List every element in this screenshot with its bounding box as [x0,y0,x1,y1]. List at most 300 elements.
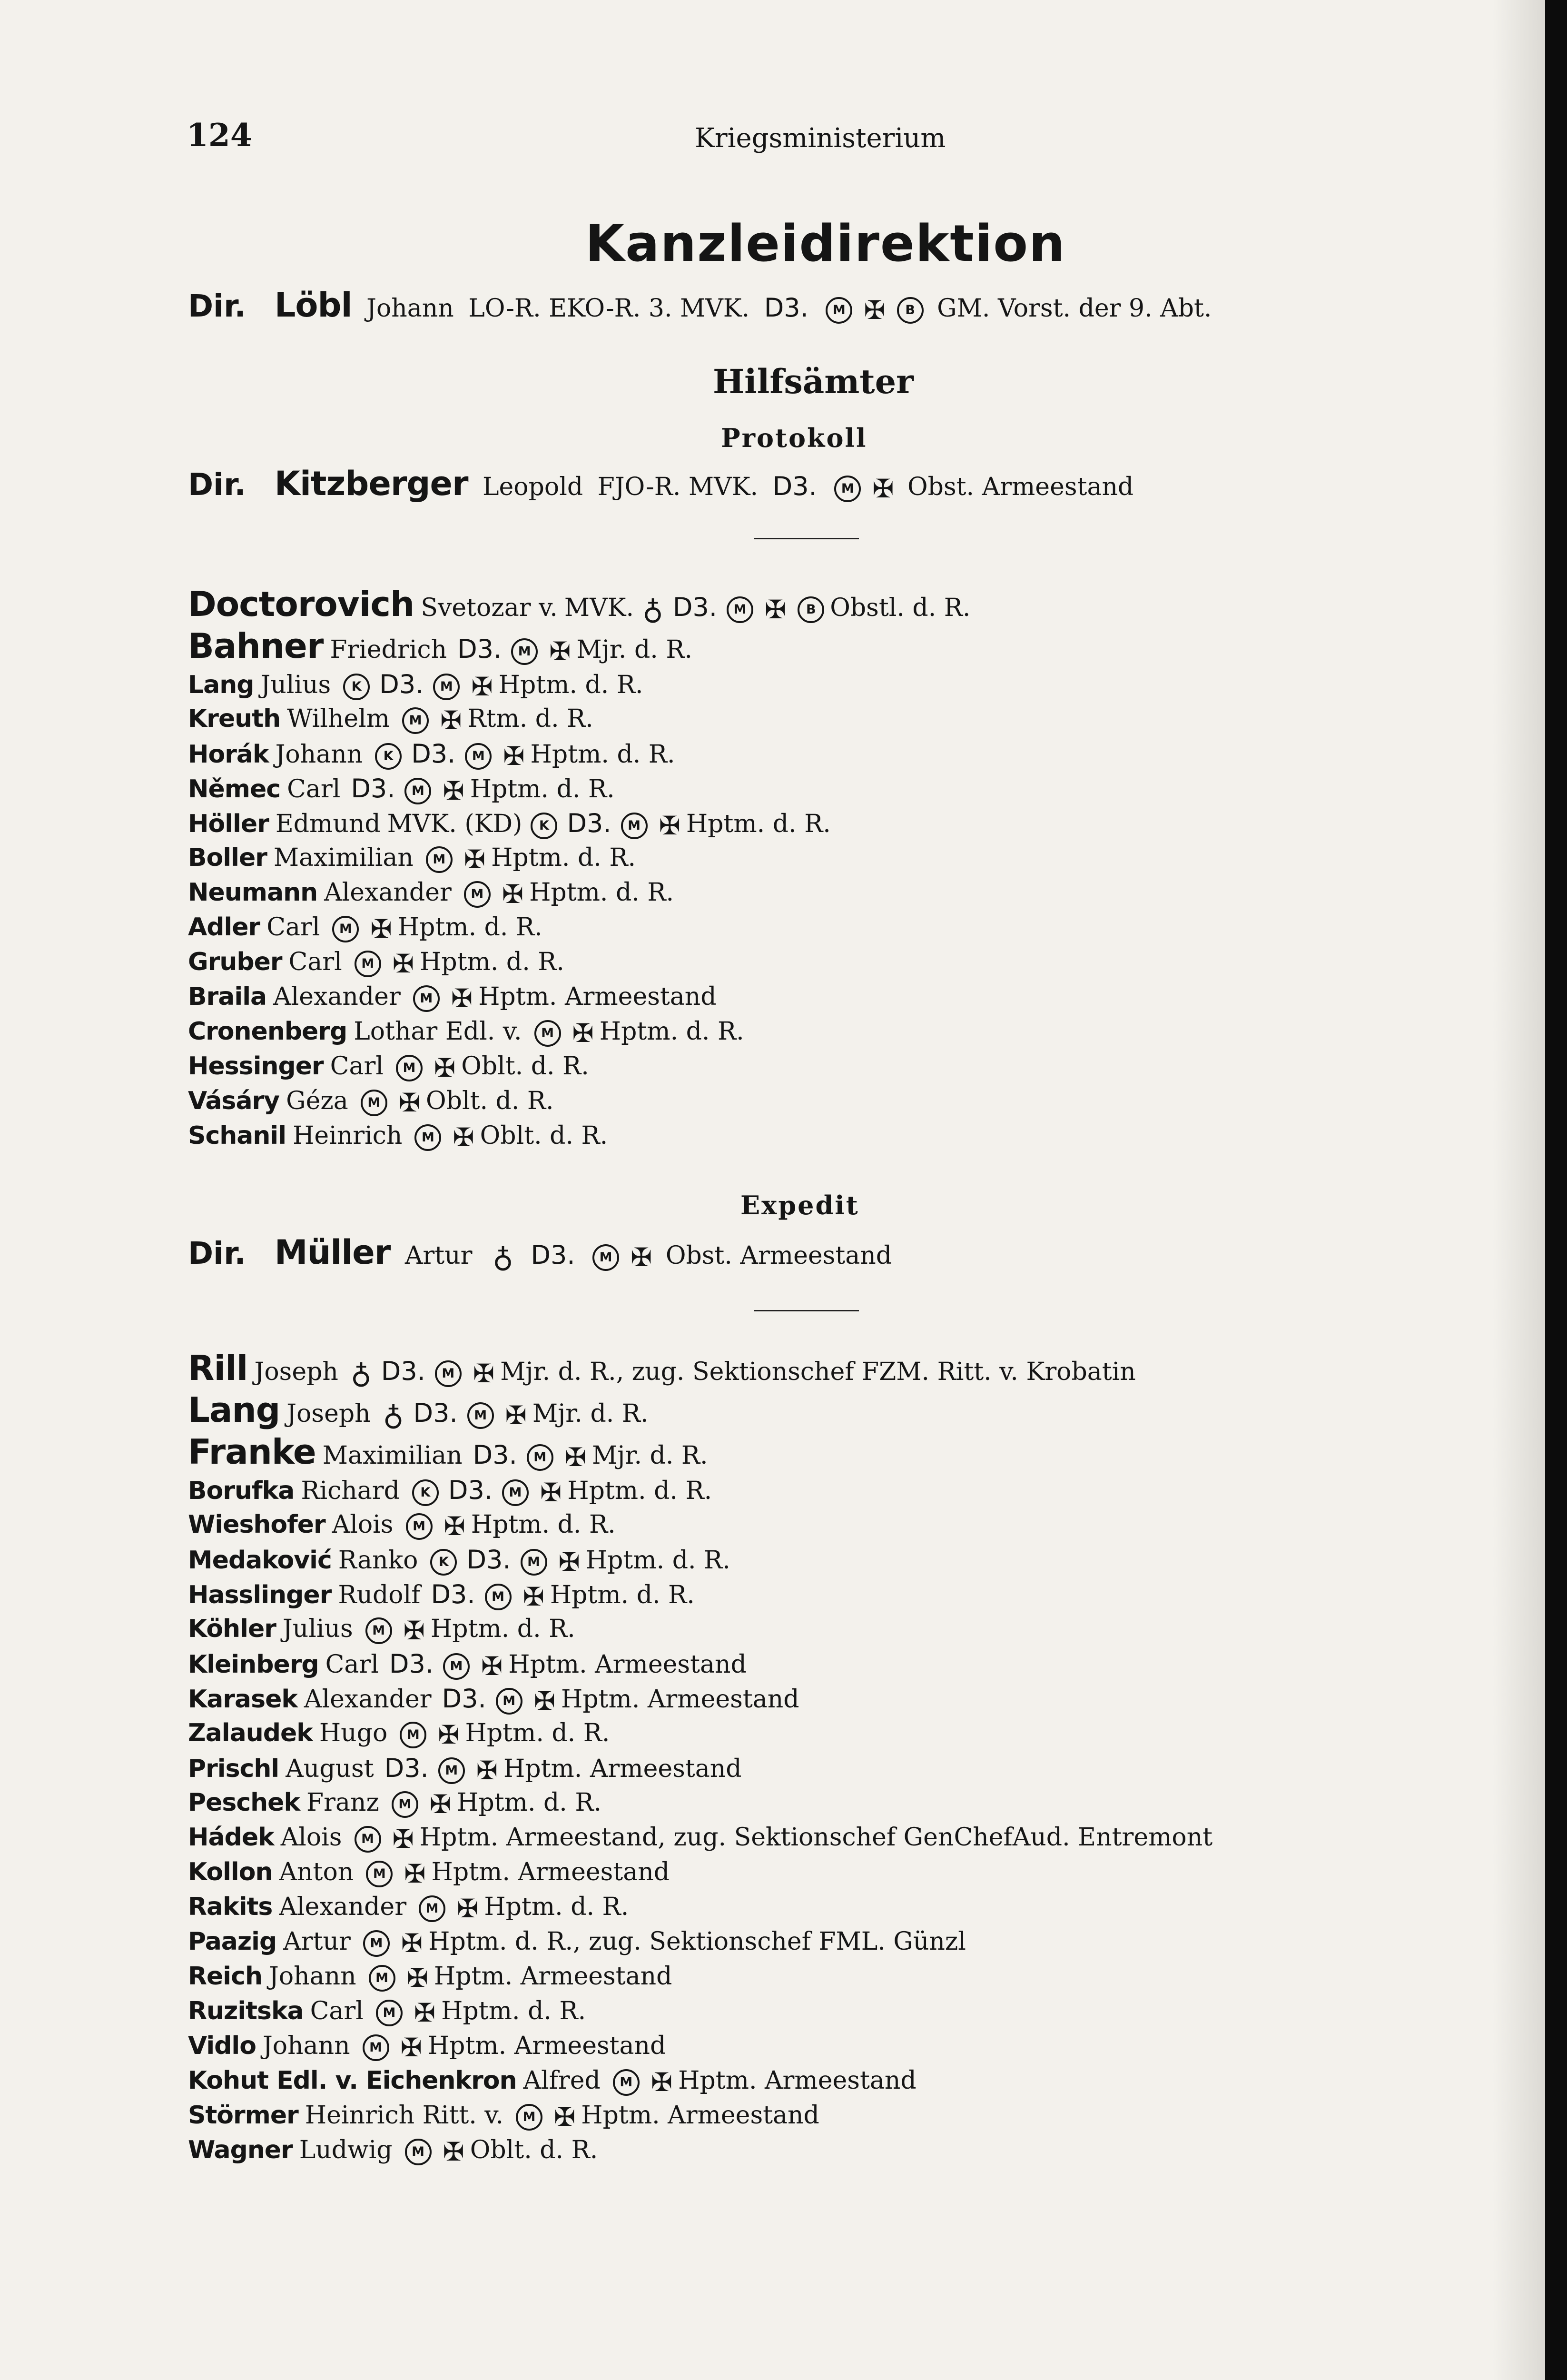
director-details-a: LO-R. EKO-R. 3. MVK. [468,294,750,323]
list-item [188,583,973,625]
member-given-name: Alexander [273,982,401,1011]
member-surname: Ruzitska [188,1997,304,2025]
member-rank: Hptm. d. R. [529,878,674,907]
cross-icon: ✠ [558,1547,580,1577]
member-rank: Oblt. d. R. [470,2136,598,2164]
member-surname: Hessinger [188,1052,324,1081]
cross-icon: ✠ [872,473,894,504]
list-item [188,1785,1215,1820]
member-surname: Peschek [188,1788,300,1817]
cross-icon: ✠ [443,2136,464,2167]
member-surname: Kollon [188,1858,273,1886]
member-given-name: Alois [280,1823,342,1852]
member-rank: Hptm. Armeestand [431,1858,670,1886]
member-given-name: Joseph [286,1399,371,1428]
cross-icon: ✠ [503,741,525,771]
member-rank: Hptm. d. R. [441,1997,586,2025]
divider [754,1310,859,1311]
director-surname: Löbl [274,286,352,325]
medal-m-icon: M [419,1895,445,1922]
member-given-name: Maximilian [322,1441,463,1470]
protokoll-director-details-a: FJO-R. MVK. [597,473,759,501]
medal-m-icon: M [366,1861,393,1887]
list-item [188,806,973,841]
medal-m-icon: M [443,1653,470,1680]
member-surname: Gruber [188,948,282,976]
member-given-name: Friedrich [330,635,447,664]
list-item [188,2098,1215,2133]
member-surname: Borufka [188,1477,295,1505]
cross-icon: ✠ [443,1511,465,1541]
member-surname: Franke [188,1432,316,1472]
running-title: Kriegsministerium [695,123,946,154]
list-item [188,1716,1215,1751]
member-rank: Hptm. d. R. [457,1788,602,1817]
member-surname: Kohut Edl. v. Eichenkron [188,2066,517,2095]
expedit-director-details-b: Obst. Armeestand [665,1241,892,1270]
cross-icon: ✠ [400,2032,422,2063]
member-d3: D3. [672,592,717,622]
director-row [188,286,1214,325]
member-d3: D3. [457,634,502,664]
medal-m-icon: M [621,813,648,839]
member-rank: Hptm. d. R. [491,843,636,872]
medal-m-icon: M [405,2139,432,2165]
medal-k-icon: K [343,674,370,700]
list-item [188,1431,1215,1473]
medal-m-icon: M [355,951,381,977]
member-given-name: Maximilian [273,843,414,872]
member-surname: Horák [188,740,269,769]
cross-icon: ✠ [403,1615,425,1646]
member-given-name: Carl [287,775,341,803]
member-rank: Hptm. Armeestand [434,1962,672,1991]
cross-icon: ✠ [764,594,787,625]
member-rank: Hptm. Armeestand [503,1755,742,1783]
page-title: Kanzleidirektion [585,214,1066,273]
list-item [188,1507,1215,1542]
section-heading-hilfsaemter: Hilfsämter [713,362,914,401]
list-item [188,1389,1215,1431]
list-item [188,980,973,1014]
member-given-name: Lothar Edl. v. [354,1017,522,1046]
member-given-name: August [286,1755,374,1783]
member-surname: Bahner [188,626,324,666]
member-surname: Köhler [188,1615,276,1643]
member-given-name: Julius [260,671,331,699]
list-item [188,2133,1215,2168]
member-given-name: Joseph [254,1358,338,1386]
medal-m-icon: M [502,1479,529,1506]
member-rank: Hptm. Armeestand [427,2032,666,2060]
member-given-name: Svetozar v. [421,594,558,622]
member-surname: Kreuth [188,704,281,733]
member-given-name: Edmund [275,810,381,838]
member-given-name: Heinrich Ritt. v. [305,2101,504,2130]
member-rank: Hptm. d. R. [686,810,831,838]
member-surname: Rakits [188,1893,273,1921]
medal-m-icon: M [355,1826,381,1853]
medal-m-icon: M [363,1930,390,1957]
list-item [188,1049,973,1084]
member-given-name: Johann [262,2032,350,2060]
member-surname: Lang [188,671,254,699]
medal-m-icon: M [365,1617,392,1644]
member-rank: Mjr. d. R. [591,1441,708,1470]
member-given-name: Richard [301,1477,400,1505]
cross-icon: ✠ [481,1651,503,1681]
member-rank: Hptm. Armeestand [581,2101,819,2130]
cross-icon: ✠ [434,1052,456,1083]
member-given-name: Franz [306,1788,379,1817]
member-given-name: Johann [275,740,363,769]
expedit-member-list [188,1347,1215,2168]
member-d3: D3. [381,1356,425,1386]
member-d3: D3. [413,1398,458,1428]
cross-icon: ✠ [505,1400,527,1430]
medal-m-icon: M [826,297,852,324]
list-item [188,2063,1215,2098]
expedit-director-given: Artur [404,1241,473,1270]
member-d3: D3. [431,1579,475,1609]
list-item [188,771,973,806]
list-item [188,910,973,945]
medal-m-icon: M [727,596,753,623]
ring-icon: ♁ [350,1357,372,1390]
cross-icon: ✠ [522,1581,544,1612]
medal-m-icon: M [433,674,460,700]
member-surname: Kleinberg [188,1650,319,1679]
medal-m-icon: M [511,638,538,665]
member-surname: Němec [188,775,281,803]
cross-icon: ✠ [572,1018,594,1048]
member-rank: Hptm. d. R. [397,913,542,942]
cross-icon: ✠ [453,1122,474,1152]
member-given-name: Alexander [304,1685,432,1714]
member-given-name: Carl [310,1997,364,2025]
member-given-name: Heinrich [293,1121,403,1150]
member-surname: Medaković [188,1546,332,1575]
list-item [188,702,973,736]
divider [754,538,859,539]
member-rank: Hptm. d. R. [498,671,643,699]
list-item [188,1820,1215,1855]
member-rank: Hptm. d. R. [471,1510,616,1539]
director-d3: D3. [764,293,808,323]
cross-icon: ✠ [414,1997,436,2028]
cross-icon: ✠ [564,1442,586,1472]
member-given-name: Carl [330,1052,384,1081]
medal-k-icon: K [412,1479,439,1506]
list-item [188,2029,1215,2063]
medal-m-icon: M [402,707,429,734]
medal-b-icon: B [897,297,924,324]
member-rank: Hptm. d. R. [465,1719,610,1747]
protokoll-director-details-b: Obst. Armeestand [907,473,1134,501]
director-given: Johann [366,294,454,323]
cross-icon: ✠ [549,636,571,666]
ring-icon: ♁ [493,1240,513,1274]
cross-icon: ✠ [650,2067,673,2097]
protokoll-director-prefix: Dir. [188,467,246,503]
medal-m-icon: M [363,2034,389,2061]
member-given-name: Alfred [523,2066,601,2095]
protokoll-director-row [188,464,1136,503]
expedit-director-row [188,1233,895,1272]
member-surname: Prischl [188,1755,279,1783]
medal-m-icon: M [332,916,359,942]
member-rank: Hptm. d. R. [550,1581,695,1609]
scan-edge [1545,0,1567,2380]
member-rank: Hptm. Armeestand [561,1685,799,1714]
member-surname: Paazig [188,1927,277,1956]
member-surname: Neumann [188,878,318,907]
member-surname: Adler [188,913,260,942]
cross-icon: ✠ [473,1358,495,1388]
member-d3: D3. [473,1440,517,1470]
medal-m-icon: M [376,2000,403,2026]
list-item [188,1542,1215,1577]
member-surname: Hádek [188,1823,274,1852]
member-d3: D3. [351,774,395,803]
cross-icon: ✠ [392,948,414,979]
member-surname: Schanil [188,1121,286,1150]
cross-icon: ✠ [631,1242,652,1272]
medal-k-icon: K [430,1549,457,1576]
list-item [188,736,973,771]
member-rank: Oblt. d. R. [461,1052,589,1081]
member-given-name: Carl [288,948,342,976]
list-item [188,841,973,875]
member-surname: Höller [188,810,269,838]
list-item [188,1994,1215,2029]
protokoll-director-surname: Kitzberger [274,464,468,503]
list-item [188,1890,1215,1924]
member-surname: Cronenberg [188,1017,347,1046]
ring-icon: ♁ [383,1398,404,1432]
medal-m-icon: M [426,846,453,873]
list-item [188,1473,1215,1507]
list-item [188,1119,973,1153]
cross-icon: ✠ [406,1963,428,1993]
member-rank: Hptm. Armeestand [478,982,717,1011]
expedit-director-prefix: Dir. [188,1236,246,1271]
medal-m-icon: M [485,1584,512,1610]
member-rank: Hptm. d. R. [567,1477,712,1505]
medal-m-icon: M [413,985,440,1012]
member-given-name: Artur [283,1927,351,1956]
member-given-name: Ranko [338,1546,418,1575]
member-surname: Zalaudek [188,1719,313,1747]
list-item [188,625,973,667]
medal-m-icon: M [534,1020,561,1047]
medal-b-icon: B [798,596,824,623]
member-surname: Vásáry [188,1087,280,1115]
member-rank: Hptm. d. R., zug. Sektionschef FML. Günzl [428,1927,966,1956]
member-given-name: Ludwig [299,2136,393,2164]
list-item [188,1577,1215,1612]
medal-m-icon: M [392,1791,418,1818]
member-given-name: Hugo [319,1719,388,1747]
member-d3: D3. [379,669,424,699]
cross-icon: ✠ [457,1893,479,1924]
cross-icon: ✠ [463,844,486,874]
member-given-name: Carl [266,913,320,942]
medal-m-icon: M [465,743,492,770]
member-surname: Boller [188,843,267,872]
member-rank: Oblt. d. R. [480,1121,608,1150]
member-rank: Rtm. d. R. [467,704,593,733]
member-d3: D3. [442,1684,486,1714]
expedit-director-surname: Müller [274,1233,391,1272]
protokoll-director-given: Leopold [483,473,583,501]
member-d3: D3. [448,1475,493,1505]
list-item [188,1751,1215,1785]
list-item [188,1959,1215,1994]
list-item [188,1014,973,1049]
protokoll-member-list [188,583,973,1153]
list-item [188,1855,1215,1890]
medal-m-icon: M [496,1688,522,1715]
member-given-name: Johann [268,1962,356,1991]
cross-icon: ✠ [502,879,524,909]
member-surname: Reich [188,1962,262,1991]
section-heading-protokoll: Protokoll [721,423,867,453]
member-rank: Hptm. d. R. [585,1546,730,1575]
member-given-name: Alexander [279,1893,407,1921]
member-rank: Mjr. d. R. [532,1399,649,1428]
member-surname: Braila [188,982,267,1011]
member-surname: Hasslinger [188,1581,332,1609]
member-d3: D3. [411,739,456,769]
medal-m-icon: M [406,1513,433,1540]
member-given-name: Alois [332,1510,394,1539]
medal-m-icon: M [404,778,431,804]
list-item [188,945,973,980]
cross-icon: ✠ [659,810,680,841]
list-item [188,1924,1215,1959]
member-given-name: Géza [286,1087,348,1115]
member-surname: Wieshofer [188,1510,325,1539]
member-rank: Hptm. d. R. [530,740,675,769]
cross-icon: ✠ [398,1087,421,1118]
member-surname: Karasek [188,1685,297,1714]
member-given-name: Julius [282,1615,353,1643]
member-rank: Hptm. d. R. [599,1017,744,1046]
cross-icon: ✠ [440,705,462,735]
cross-icon: ✠ [401,1928,423,1958]
member-d3: D3. [466,1545,511,1575]
list-item [188,1612,1215,1646]
medal-k-icon: K [375,743,402,770]
scan-shadow [1493,0,1545,2380]
cross-icon: ✠ [554,2102,576,2132]
member-decoration-text: MVK. [564,594,634,622]
protokoll-director-d3: D3. [772,471,817,501]
list-item [188,1084,973,1119]
medal-k-icon: K [531,813,557,839]
member-surname: Störmer [188,2101,298,2130]
member-rank: Hptm. d. R. [430,1615,575,1643]
cross-icon: ✠ [471,671,493,702]
cross-icon: ✠ [404,1858,426,1889]
member-rank: Hptm. Armeestand [678,2066,917,2095]
member-d3: D3. [384,1753,429,1783]
member-surname: Lang [188,1390,280,1430]
member-rank: Hptm. d. R. [470,775,615,803]
member-d3: D3. [567,808,611,838]
cross-icon: ✠ [540,1477,562,1507]
member-rank: Obstl. d. R. [830,594,971,622]
cross-icon: ✠ [429,1789,452,1819]
cross-icon: ✠ [864,295,886,325]
member-given-name: Wilhelm [287,704,390,733]
list-item [188,875,973,910]
ring-icon: ♁ [642,593,663,626]
medal-m-icon: M [467,1402,494,1429]
list-item [188,1347,1215,1389]
list-item [188,1646,1215,1681]
medal-m-icon: M [516,2104,542,2131]
member-decoration-text: MVK. (KD) [387,810,522,838]
member-surname: Doctorovich [188,584,414,624]
medal-m-icon: M [438,1757,465,1784]
medal-m-icon: M [834,476,861,502]
member-given-name: Anton [279,1858,354,1886]
cross-icon: ✠ [438,1719,460,1750]
member-rank: Mjr. d. R., zug. Sektionschef FZM. Ritt. v. Krobatin [500,1358,1136,1386]
cross-icon: ✠ [476,1755,498,1785]
list-item [188,1681,1215,1716]
member-given-name: Alexander [324,878,452,907]
cross-icon: ✠ [533,1686,555,1716]
medal-m-icon: M [414,1124,441,1151]
director-details-b: GM. Vorst. der 9. Abt. [937,294,1212,323]
medal-m-icon: M [396,1055,423,1081]
section-heading-expedit: Expedit [740,1190,859,1220]
medal-m-icon: M [527,1444,553,1471]
member-rank: Hptm. d. R. [420,948,564,976]
member-surname: Rill [188,1348,248,1388]
member-rank: Hptm. Armeestand, zug. Sektionschef GenChefAud. Entremont [419,1823,1213,1852]
director-prefix: Dir. [188,289,246,324]
list-item [188,667,973,702]
member-given-name: Rudolf [338,1581,421,1609]
medal-m-icon: M [435,1360,462,1387]
medal-m-icon: M [400,1722,426,1748]
member-given-name: Carl [325,1650,379,1679]
member-rank: Hptm. Armeestand [508,1650,747,1679]
medal-m-icon: M [464,881,491,908]
medal-m-icon: M [592,1244,619,1271]
member-surname: Wagner [188,2136,293,2164]
medal-m-icon: M [521,1549,547,1576]
medal-m-icon: M [361,1090,387,1116]
page-number: 124 [187,117,252,154]
expedit-director-d3: D3. [531,1240,575,1270]
medal-m-icon: M [369,1965,395,1992]
member-rank: Oblt. d. R. [426,1087,554,1115]
medal-m-icon: M [613,2069,640,2096]
member-rank: Hptm. d. R. [484,1893,629,1921]
cross-icon: ✠ [451,983,473,1013]
cross-icon: ✠ [443,775,464,806]
member-d3: D3. [389,1649,434,1679]
cross-icon: ✠ [392,1824,414,1854]
member-rank: Mjr. d. R. [576,635,693,664]
member-surname: Vidlo [188,2032,256,2060]
cross-icon: ✠ [370,913,392,944]
